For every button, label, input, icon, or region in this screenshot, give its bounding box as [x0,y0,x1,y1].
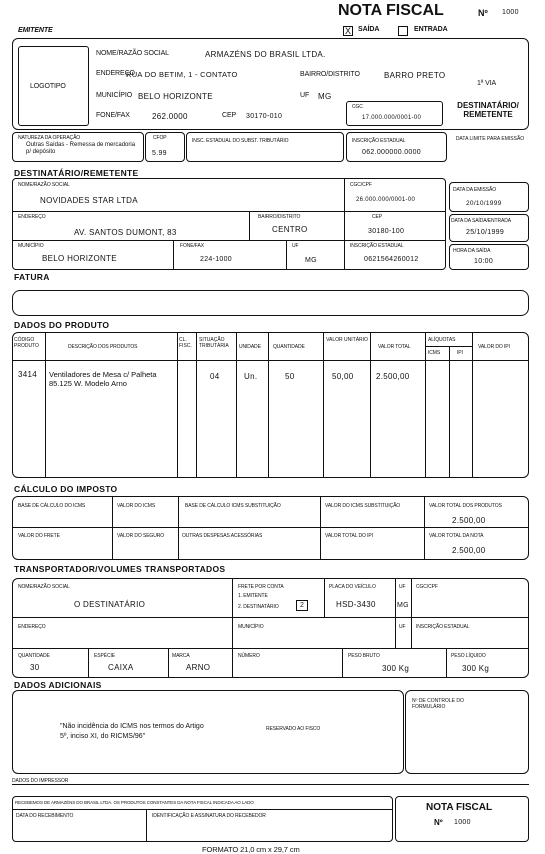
trans-numero-label: NÚMERO [238,653,260,659]
dest-uf-label: UF [292,243,299,249]
trans-v3 [395,578,396,648]
recibo-h [12,809,393,810]
trans-v8 [342,648,343,678]
prod-col-10 [472,332,473,478]
dest-vdiv-4 [286,240,287,270]
prod-col-7 [370,332,371,478]
trans-endereco-label: ENDEREÇO [18,624,46,630]
canhoto-nf-num-label: Nº [434,818,443,827]
valor-sub-label: VALOR DO ICMS SUBSTITUIÇÃO [325,503,401,509]
trans-cgc-label: CGC/CPF [416,584,438,590]
canhoto-nf-num: 1000 [454,819,471,826]
aliquota-sub-line [425,346,472,347]
numero-value: 1000 [502,9,519,16]
prod-col-1 [45,332,46,478]
trans-h2 [12,648,529,649]
trans-v7 [232,648,233,678]
impressor-line [12,784,529,785]
dest-cep: 30180-100 [368,228,405,235]
total-nota-value: 2.500,00 [452,546,486,555]
natureza-label: NATUREZA DA OPERAÇÃO [18,135,81,141]
dest-municipio: BELO HORIZONTE [42,254,117,263]
produto-section-title: DADOS DO PRODUTO [14,320,110,330]
dest-bairro-label: BAIRRO/DISTRITO [258,214,301,220]
insc-sub-label: INSC. ESTADUAL DO SUBST. TRIBUTÁRIO [192,138,289,144]
recibo-v [146,809,147,842]
saida-label: SAÍDA [358,26,380,33]
col-cl: CL. FISC. [179,337,192,349]
col-codigo: CÓDIGO PRODUTO [14,337,39,349]
seguro-label: VALOR DO SEGURO [117,533,165,539]
outras-label: OUTRAS DESPESAS ACESSÓRIAS [182,533,263,539]
trans-v1 [232,578,233,648]
emitente-nome: ARMAZÉNS DO BRASIL LTDA. [205,50,326,59]
adicionais-section-title: DADOS ADICIONAIS [14,680,102,690]
cfop-label: CFOP [153,135,167,141]
dest-ie: 0621564260012 [364,256,419,263]
dest-vdiv-2 [249,211,250,240]
trans-h1 [12,617,529,618]
imp-v4 [424,496,425,560]
imposto-section-title: CÁLCULO DO IMPOSTO [14,484,118,494]
trans-municipio-label: MUNICÍPIO [238,624,264,630]
col-unidade: UNIDADE [239,344,261,350]
prod-col-4 [236,332,237,478]
imp-v1 [112,496,113,560]
hora-label: HORA DA SAÍDA [453,248,491,254]
insc-est-value: 062.000000.0000 [362,149,421,156]
col-total: VALOR TOTAL [378,344,411,350]
dest-bairro: CENTRO [272,225,308,234]
trans-uf: MG [397,602,409,609]
emitente-municipio-label: MUNICÍPIO [96,92,133,99]
trans-v9 [446,648,447,678]
trans-frete-2: 2. DESTINATÁRIO [238,604,279,610]
col-valor-ipi: VALOR DO IPI [478,344,510,350]
trans-v2 [324,578,325,617]
total-produtos-label: VALOR TOTAL DOS PRODUTOS [429,503,502,509]
emitente-fone: 262.0000 [152,112,188,121]
fatura-section-title: FATURA [14,272,50,282]
item-unitario: 50,00 [332,372,354,381]
prod-col-9 [449,346,450,478]
entrada-checkbox[interactable] [398,26,408,36]
data-recebimento-label: DATA DO RECEBIMENTO [16,813,74,819]
trans-marca-label: MARCA [172,653,190,659]
dest-divider-2 [12,240,446,241]
recebemos-label: RECEBEMOS DE ARMAZÉNS DO BRASIL LTDA. OS PRODUTOS CONSTANTES DA NOTA FISCAL INDICADA AO LADO [15,800,254,805]
data-limite-label: DATA LIMITE PARA EMISSÃO [455,136,525,142]
saida-date-value: 25/10/1999 [466,229,505,236]
hora-value: 10:00 [474,258,494,265]
item-situacao: 04 [210,372,220,381]
item-quantidade: 50 [285,372,295,381]
impressor-label: DADOS DO IMPRESSOR [12,778,69,784]
trans-liquido: 300 Kg [462,664,490,673]
insc-sub-box [186,132,344,162]
saida-checkbox[interactable]: X [344,26,351,36]
base-icms-label: BASE DE CÁLCULO DO ICMS [18,503,86,509]
emitente-nome-label: NOME/RAZÃO SOCIAL [96,50,169,57]
item-total: 2.500,00 [376,372,410,381]
col-aliquotas: ALÍQUOTAS [428,337,456,343]
insc-est-label: INSCRIÇÃO ESTADUAL [352,138,406,144]
dest-uf: MG [305,257,317,264]
via-label: 1ª VIA [477,80,497,87]
base-sub-label: BASE DE CÁLCULO ICMS SUBSTITUIÇÃO [185,503,281,509]
trans-ie-label: INSCRIÇÃO ESTADUAL [416,624,470,630]
prod-col-8 [425,332,426,478]
insc-est-box [346,132,447,162]
formato-label: FORMATO 21,0 cm x 29,7 cm [202,845,300,854]
dest-fone-label: FONE/FAX [180,243,204,249]
emitente-uf: MG [318,92,332,101]
produto-frame [12,332,529,478]
adicionais-text: "Não incidência do ICMS nos termos do Artigo 5º, inciso XI, do RICMS/96" [60,723,204,740]
trans-v6 [168,648,169,678]
reservado-fisco-label: RESERVADO AO FISCO [266,726,321,732]
dest-ie-label: INSCRIÇÃO ESTADUAL [350,243,404,249]
controle-label: Nº DE CONTROLE DO FORMULÁRIO [412,698,464,710]
emitente-cgc-label: CGC [352,104,363,110]
emitente-cep-label: CEP [222,112,237,119]
logo-placeholder: LOGOTIPO [30,83,66,90]
canhoto-nf-title: NOTA FISCAL [426,802,493,813]
numero-label: Nº [478,8,488,18]
trans-qtd: 30 [30,663,40,672]
emissao-label: DATA DA EMISSÃO [453,187,497,193]
emitente-municipio: BELO HORIZONTE [138,92,213,101]
dest-cgc: 26.000.000/0001-00 [356,197,416,203]
destinatario-section-title: DESTINATÁRIO/REMETENTE [14,168,139,178]
trans-qtd-label: QUANTIDADE [18,653,50,659]
valor-icms-label: VALOR DO ICMS [117,503,156,509]
emissao-value: 20/10/1999 [466,200,502,207]
prod-col-3 [196,332,197,478]
dest-divider-1 [12,211,446,212]
dest-municipio-label: MUNICÍPIO [18,243,44,249]
dest-cgc-label: CGC/CPF [350,182,372,188]
emitente-label: EMITENTE [18,27,53,34]
frete-choice-box[interactable]: 2 [296,600,308,611]
total-produtos-value: 2.500,00 [452,516,486,525]
nota-fiscal-title: NOTA FISCAL [338,2,444,19]
dest-endereco: AV. SANTOS DUMONT, 83 [74,228,177,237]
trans-uf-label: UF [399,584,406,590]
col-descricao: DESCRIÇÃO DOS PRODUTOS [68,344,138,350]
dest-endereco-label: ENDEREÇO [18,214,46,220]
trans-nome-label: NOME/RAZÃO SOCIAL [18,584,70,590]
col-situacao: SITUAÇÃO TRIBUTÁRIA [199,337,229,349]
trans-frete-1: 1. EMITENTE [238,593,268,599]
emitente-endereco-label: ENDEREÇO [96,70,135,77]
imp-v3 [320,496,321,560]
natureza-value: Outras Saídas - Remessa de mercadoria p/ depósito [26,142,136,155]
prod-col-6 [323,332,324,478]
emitente-cep: 30170-010 [246,113,283,120]
trans-liquido-label: PESO LÍQUIDO [451,653,486,659]
emitente-cgc: 17.000.000/0001-00 [362,115,422,121]
frete-label: VALOR DO FRETE [18,533,60,539]
dest-cep-label: CEP [372,214,382,220]
fatura-box [12,290,529,316]
trans-especie: CAIXA [108,663,134,672]
total-nota-label: VALOR TOTAL DA NOTA [429,533,484,539]
trans-v4 [411,578,412,648]
cfop-value: 5.99 [152,150,167,157]
total-ipi-label: VALOR TOTAL DO IPI [325,533,373,539]
imp-v2 [178,496,179,560]
identificacao-label: IDENTIFICAÇÃO E ASSINATURA DO RECEBEDOR [152,813,266,819]
emitente-bairro: BARRO PRETO [384,71,446,80]
emitente-fone-label: FONE/FAX [96,112,130,119]
imposto-mid [12,527,529,528]
trans-uf2-label: UF [399,624,406,630]
emitente-endereco: RUA DO BETIM, 1 - CONTATO [126,70,238,79]
trans-v5 [88,648,89,678]
col-ipi: IPI [457,350,463,356]
trans-marca: ARNO [186,663,211,672]
trans-especie-label: ESPÉCIE [94,653,115,659]
entrada-label: ENTRADA [414,26,448,33]
col-icms: ICMS [428,350,441,356]
trans-frete-label: FRETE POR CONTA [238,584,284,590]
trans-nome: O DESTINATÁRIO [74,600,146,609]
col-unitario: VALOR UNITÁRIO [326,337,368,343]
trans-bruto: 300 Kg [382,664,410,673]
dest-vdiv-1 [344,178,345,270]
dest-nome: NOVIDADES STAR LTDA [40,196,138,205]
transportador-section-title: TRANSPORTADOR/VOLUMES TRANSPORTADOS [14,564,226,574]
emitente-uf-label: UF [300,92,310,99]
dest-vdiv-3 [173,240,174,270]
item-unidade: Un. [244,372,258,381]
produto-header-line [12,360,529,361]
dest-fone: 224-1000 [200,256,232,263]
prod-col-2 [177,332,178,478]
dest-nome-label: NOME/RAZÃO SOCIAL [18,182,70,188]
col-quantidade: QUANTIDADE [273,344,305,350]
emitente-bairro-label: BAIRRO/DISTRITO [300,71,360,78]
trans-bruto-label: PESO BRUTO [348,653,380,659]
saida-date-label: DATA DA SAÍDA/ENTRADA [451,218,511,224]
item-codigo: 3414 [18,370,37,379]
destinatario-remetente-label: DESTINATÁRIO/ REMETENTE [457,101,519,119]
trans-placa-label: PLACA DO VEÍCULO [329,584,376,590]
prod-col-5 [268,332,269,478]
trans-placa: HSD-3430 [336,600,376,609]
item-descricao: Ventiladores de Mesa c/ Palheta 85.125 W. Modelo Arno [49,370,157,388]
